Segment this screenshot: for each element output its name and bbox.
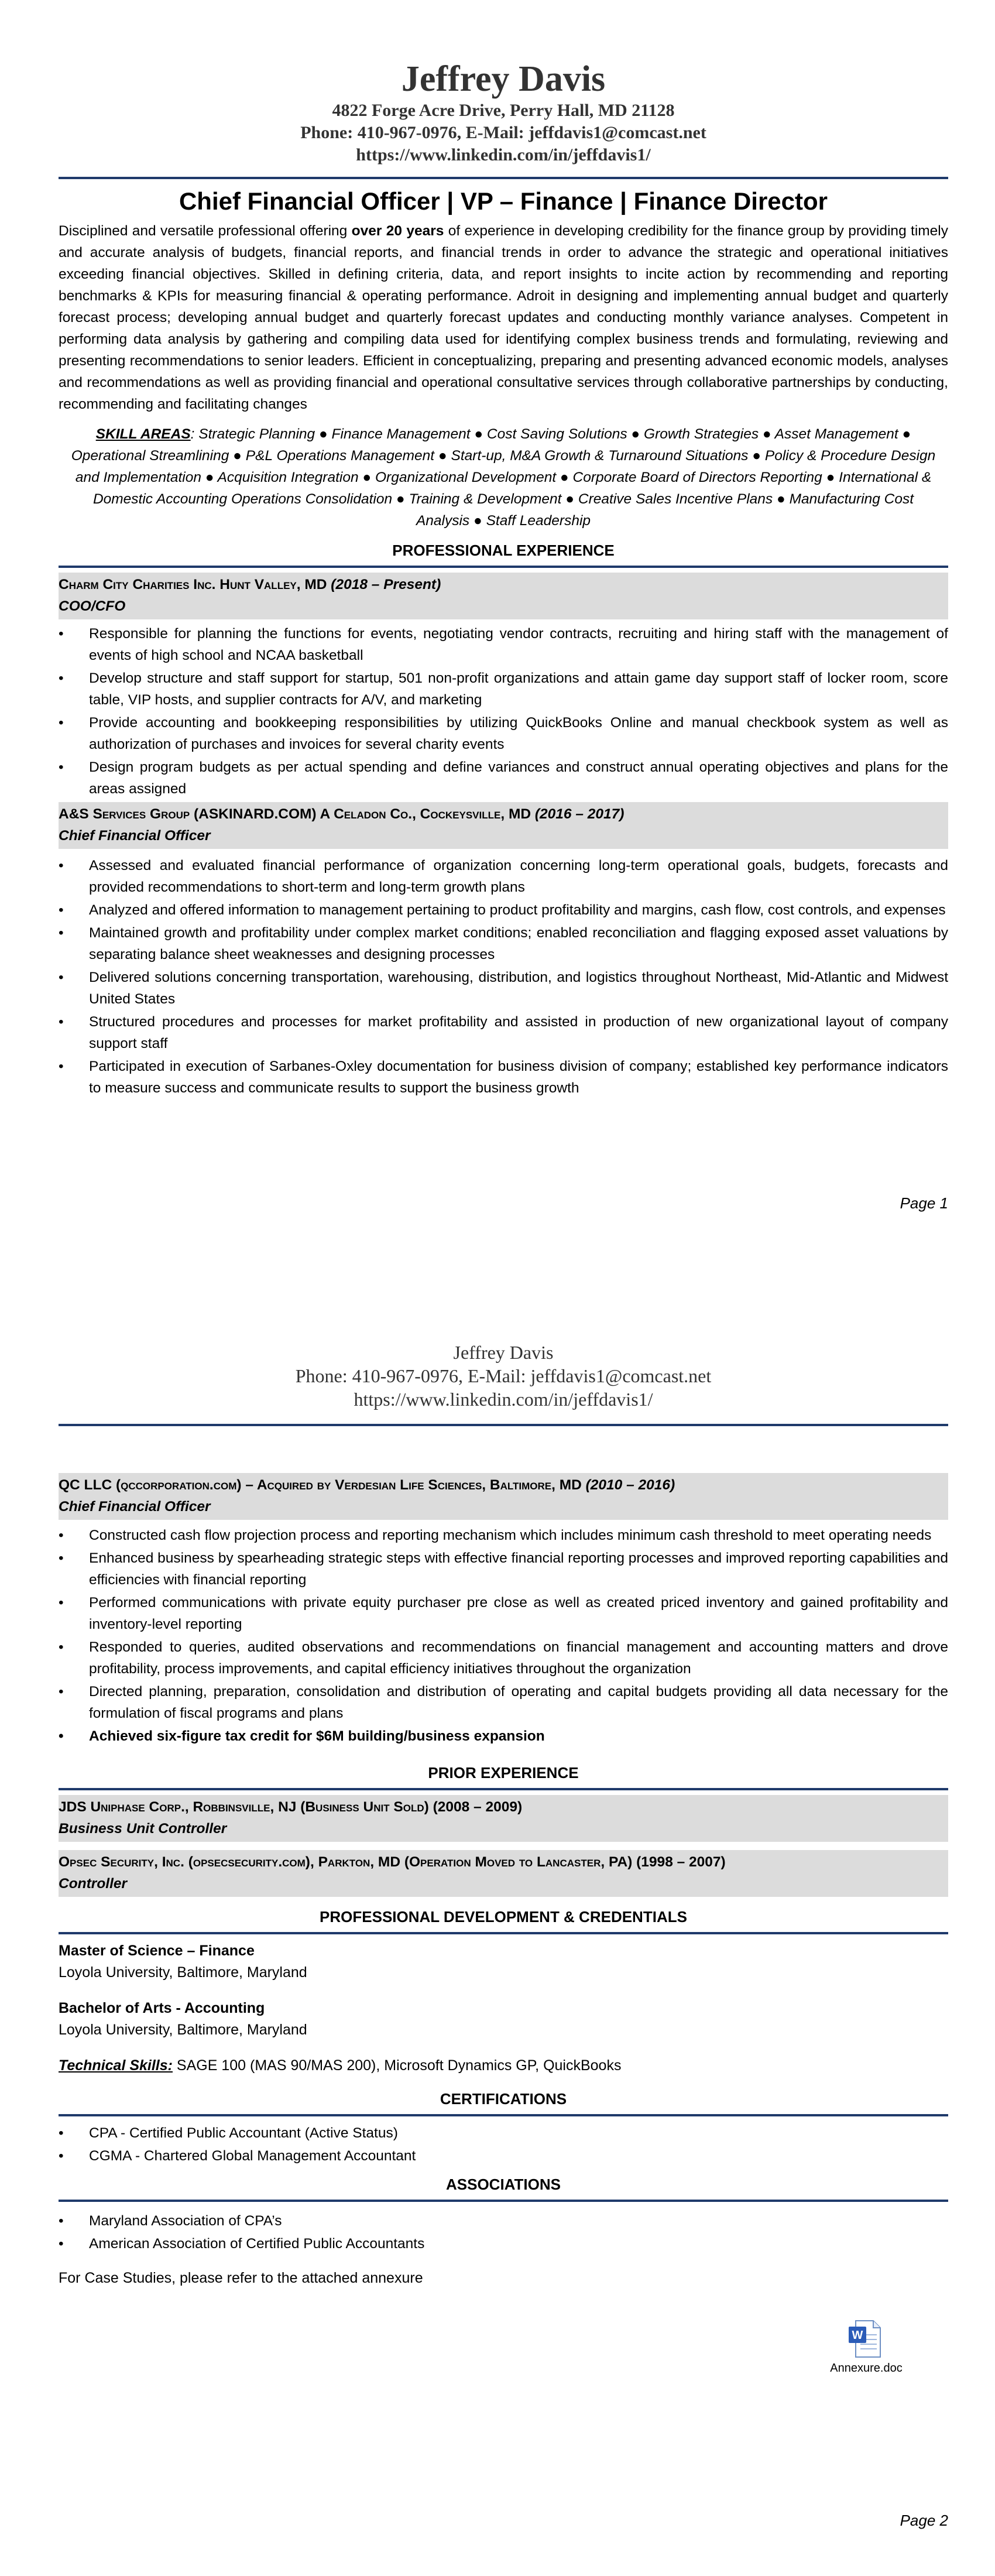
svg-text:W: W — [852, 2329, 863, 2342]
job-bullets — [59, 1525, 948, 1747]
header-divider — [59, 1424, 948, 1426]
resume-name: Jeffrey Davis — [401, 59, 606, 99]
section-heading-certifications: CERTIFICATIONS — [440, 2090, 567, 2108]
list-item: • Enhanced business by spearheading strategic steps with effective financial reporting processes and improved reporting capabilities and efficiencies with financial reporting — [59, 1547, 948, 1591]
attachment-name[interactable]: Annexure.doc — [830, 2362, 903, 2375]
list-item: • Maintained growth and profitability under complex market conditions; enabled reconciliation and flagging exposed asset valuations by separating balance sheet weaknesses and designing processes — [59, 922, 948, 965]
degree: Bachelor of Arts - Accounting — [59, 2000, 265, 2016]
summary-text: Disciplined and versatile professional offering — [59, 223, 352, 239]
page-1 — [59, 59, 948, 1100]
job-role: COO/CFO — [59, 598, 126, 614]
technical-skills-label: Technical Skills: — [59, 2057, 173, 2074]
school: Loyola University, Baltimore, Maryland — [59, 2022, 307, 2038]
section-divider — [59, 1788, 948, 1790]
job-dates: (2018 – Present) — [327, 577, 441, 592]
company-name: JDS Uniphase Corp., Robbinsville, NJ (Business Unit Sold) (2008 – 2009) — [59, 1799, 523, 1815]
section-divider — [59, 2200, 948, 2202]
list-item: • Responded to queries, audited observations and recommendations on financial management and accounting matters and drove profitability, process improvements, and capital efficiency initiatives throughout the organization — [59, 1636, 948, 1680]
job-header — [59, 1795, 948, 1842]
section-divider — [59, 1932, 948, 1934]
job-dates: (2016 – 2017) — [531, 806, 625, 822]
list-item: • CPA - Certified Public Accountant (Active Status) — [59, 2122, 948, 2144]
job-header — [59, 573, 948, 619]
address: 4822 Forge Acre Drive, Perry Hall, MD 21128 — [332, 101, 675, 120]
list-item: • Responsible for planning the functions for events, negotiating vendor contracts, recruiting and hiring staff with the management of events of high school and NCAA basketball — [59, 623, 948, 666]
job-role: Chief Financial Officer — [59, 1499, 211, 1515]
job-header — [59, 1473, 948, 1520]
section-heading-development: PROFESSIONAL DEVELOPMENT & CREDENTIALS — [320, 1908, 687, 1926]
linkedin-link[interactable]: https://www.linkedin.com/in/jeffdavis1/ — [356, 145, 651, 165]
job-dates: (2010 – 2016) — [581, 1477, 675, 1493]
list-item: • Provide accounting and bookkeeping responsibilities by utilizing QuickBooks Online and manual checkbook system as well as authorization of purchases and invoices for several charity events — [59, 712, 948, 755]
skill-areas-list: : Strategic Planning ● Finance Management ● Cost Saving Solutions ● Growth Strategies ● Asset Management ● Operational Streamlining ● P&L Operations Management ● Start-up, M&A Growth & Turnaround Situations ● Policy & Procedure Design and Implementation ● Acquisition Integration ● Organizational Development ● Corporate Board of Directors Reporting ● International & Domestic Accounting Operations Consolidation ● Training & Development ● Creative Sales Incentive Plans ● Manufacturing Cost Analysis ● Staff Leadership — [71, 426, 936, 529]
list-item: • Assessed and evaluated financial performance of organization concerning long-term operational goals, budgets, forecasts and provided recommendations to short-term and long-term growth plans — [59, 855, 948, 898]
section-heading-prior: PRIOR EXPERIENCE — [428, 1764, 579, 1782]
resume-name: Jeffrey Davis — [453, 1342, 554, 1363]
list-item: • Analyzed and offered information to management pertaining to product profitability and margins, cash flow, cost controls, and expenses — [59, 899, 948, 921]
page-number: Page 1 — [900, 1194, 948, 1212]
summary-text-cont: of experience in developing credibility for the finance group by providing timely and accurate analysis of budgets, financial reports, and financial trends in order to advance the strategic and operational initiatives exceeding financial objectives. Skilled in defining criteria, data, and report insights to incite action by recommending and reporting benchmarks & KPIs for measuring financial & operating performance. Adroit in designing and implementing annual budget and quarterly forecast process; developing annual budget and quarterly forecast updates and conducting monthly variance analyses. Competent in performing data analysis by gathering and compiling data used for identifying complex business trends and formulating, reviewing and presenting recommendations to senior leaders. Efficient in conceptualizing, preparing and presenting advanced economic models, analyses and recommendations as well as providing financial and operational consultative services through collaborative partnerships by conducting, recommending and facilitating changes — [59, 223, 949, 412]
list-item: • Constructed cash flow projection process and reporting mechanism which includes minimum cash threshold to meet operating needs — [59, 1525, 948, 1546]
phone-email: Phone: 410-967-0976, E-Mail: jeffdavis1@comcast.net — [295, 1365, 712, 1386]
list-item: • Participated in execution of Sarbanes-Oxley documentation for business division of company; established key performance indicators to measure success and communicate results to support the business growth — [59, 1056, 948, 1099]
associations-list — [59, 2210, 948, 2255]
skill-areas-label: SKILL AREAS — [95, 426, 191, 442]
section-heading-associations: ASSOCIATIONS — [446, 2176, 561, 2193]
phone-email: Phone: 410-967-0976, E-Mail: jeffdavis1@comcast.net — [300, 123, 706, 142]
list-item: • American Association of Certified Public Accountants — [59, 2233, 948, 2255]
education-entry — [59, 1998, 948, 2041]
job-header — [59, 802, 948, 849]
section-heading-experience: PROFESSIONAL EXPERIENCE — [392, 542, 615, 559]
section-divider — [59, 2114, 948, 2116]
page-number: Page 2 — [900, 2512, 948, 2529]
professional-summary — [59, 220, 948, 415]
summary-highlight: over 20 years — [351, 223, 444, 239]
job-bullets — [59, 855, 948, 1099]
certifications-list — [59, 2122, 948, 2167]
company-name: QC LLC (qccorporation.com) – Acquired by Verdesian Life Sciences, Baltimore, MD — [59, 1477, 582, 1493]
header-divider — [59, 177, 948, 179]
list-item: • Structured procedures and processes for market profitability and assisted in production of new organizational layout of company support staff — [59, 1011, 948, 1054]
job-role: Business Unit Controller — [59, 1821, 227, 1837]
job-bullets — [59, 623, 948, 800]
list-item-highlight: • Achieved six-figure tax credit for $6M building/business expansion — [59, 1725, 948, 1747]
linkedin-link[interactable]: https://www.linkedin.com/in/jeffdavis1/ — [354, 1389, 653, 1410]
company-name: Charm City Charities Inc. Hunt Valley, MD — [59, 577, 327, 592]
attachment[interactable] — [819, 2318, 913, 2375]
job-role: Controller — [59, 1876, 128, 1892]
annexure-note: For Case Studies, please refer to the attached annexure — [59, 2270, 423, 2286]
list-item: • CGMA - Chartered Global Management Accountant — [59, 2145, 948, 2167]
company-name: A&S Services Group (ASKINARD.COM) A Celadon Co., Cockeysville, MD — [59, 806, 531, 822]
list-item: • Performed communications with private equity purchaser pre close as well as created priced inventory and gained profitability and inventory-level reporting — [59, 1592, 948, 1635]
list-item: • Develop structure and staff support for startup, 501 non-profit organizations and attain game day support staff of locker room, score table, VIP hosts, and supplier contracts for A/V, and marketing — [59, 667, 948, 711]
company-name: Opsec Security, Inc. (opsecsecurity.com), Parkton, MD (Operation Moved to Lancaster, PA) (1998 – 2007) — [59, 1854, 726, 1870]
page-2 — [59, 1341, 948, 2289]
list-item: • Delivered solutions concerning transportation, warehousing, distribution, and logistics throughout Northeast, Mid-Atlantic and Midwest United States — [59, 967, 948, 1010]
list-item: • Maryland Association of CPA’s — [59, 2210, 948, 2232]
skill-areas — [59, 423, 948, 532]
degree: Master of Science – Finance — [59, 1943, 255, 1959]
resume-title: Chief Financial Officer | VP – Finance | Finance Director — [179, 187, 828, 215]
education-entry — [59, 1940, 948, 1984]
section-divider — [59, 566, 948, 568]
school: Loyola University, Baltimore, Maryland — [59, 1964, 307, 1981]
job-role: Chief Financial Officer — [59, 828, 211, 844]
word-document-icon[interactable] — [848, 2318, 885, 2359]
list-item: • Directed planning, preparation, consolidation and distribution of operating and capital budgets providing all data necessary for the formulation of fiscal programs and plans — [59, 1681, 948, 1724]
job-header — [59, 1850, 948, 1897]
technical-skills-list: SAGE 100 (MAS 90/MAS 200), Microsoft Dynamics GP, QuickBooks — [172, 2057, 622, 2074]
list-item: • Design program budgets as per actual spending and define variances and construct annual operating objectives and plans for the areas assigned — [59, 756, 948, 800]
technical-skills — [59, 2055, 948, 2077]
